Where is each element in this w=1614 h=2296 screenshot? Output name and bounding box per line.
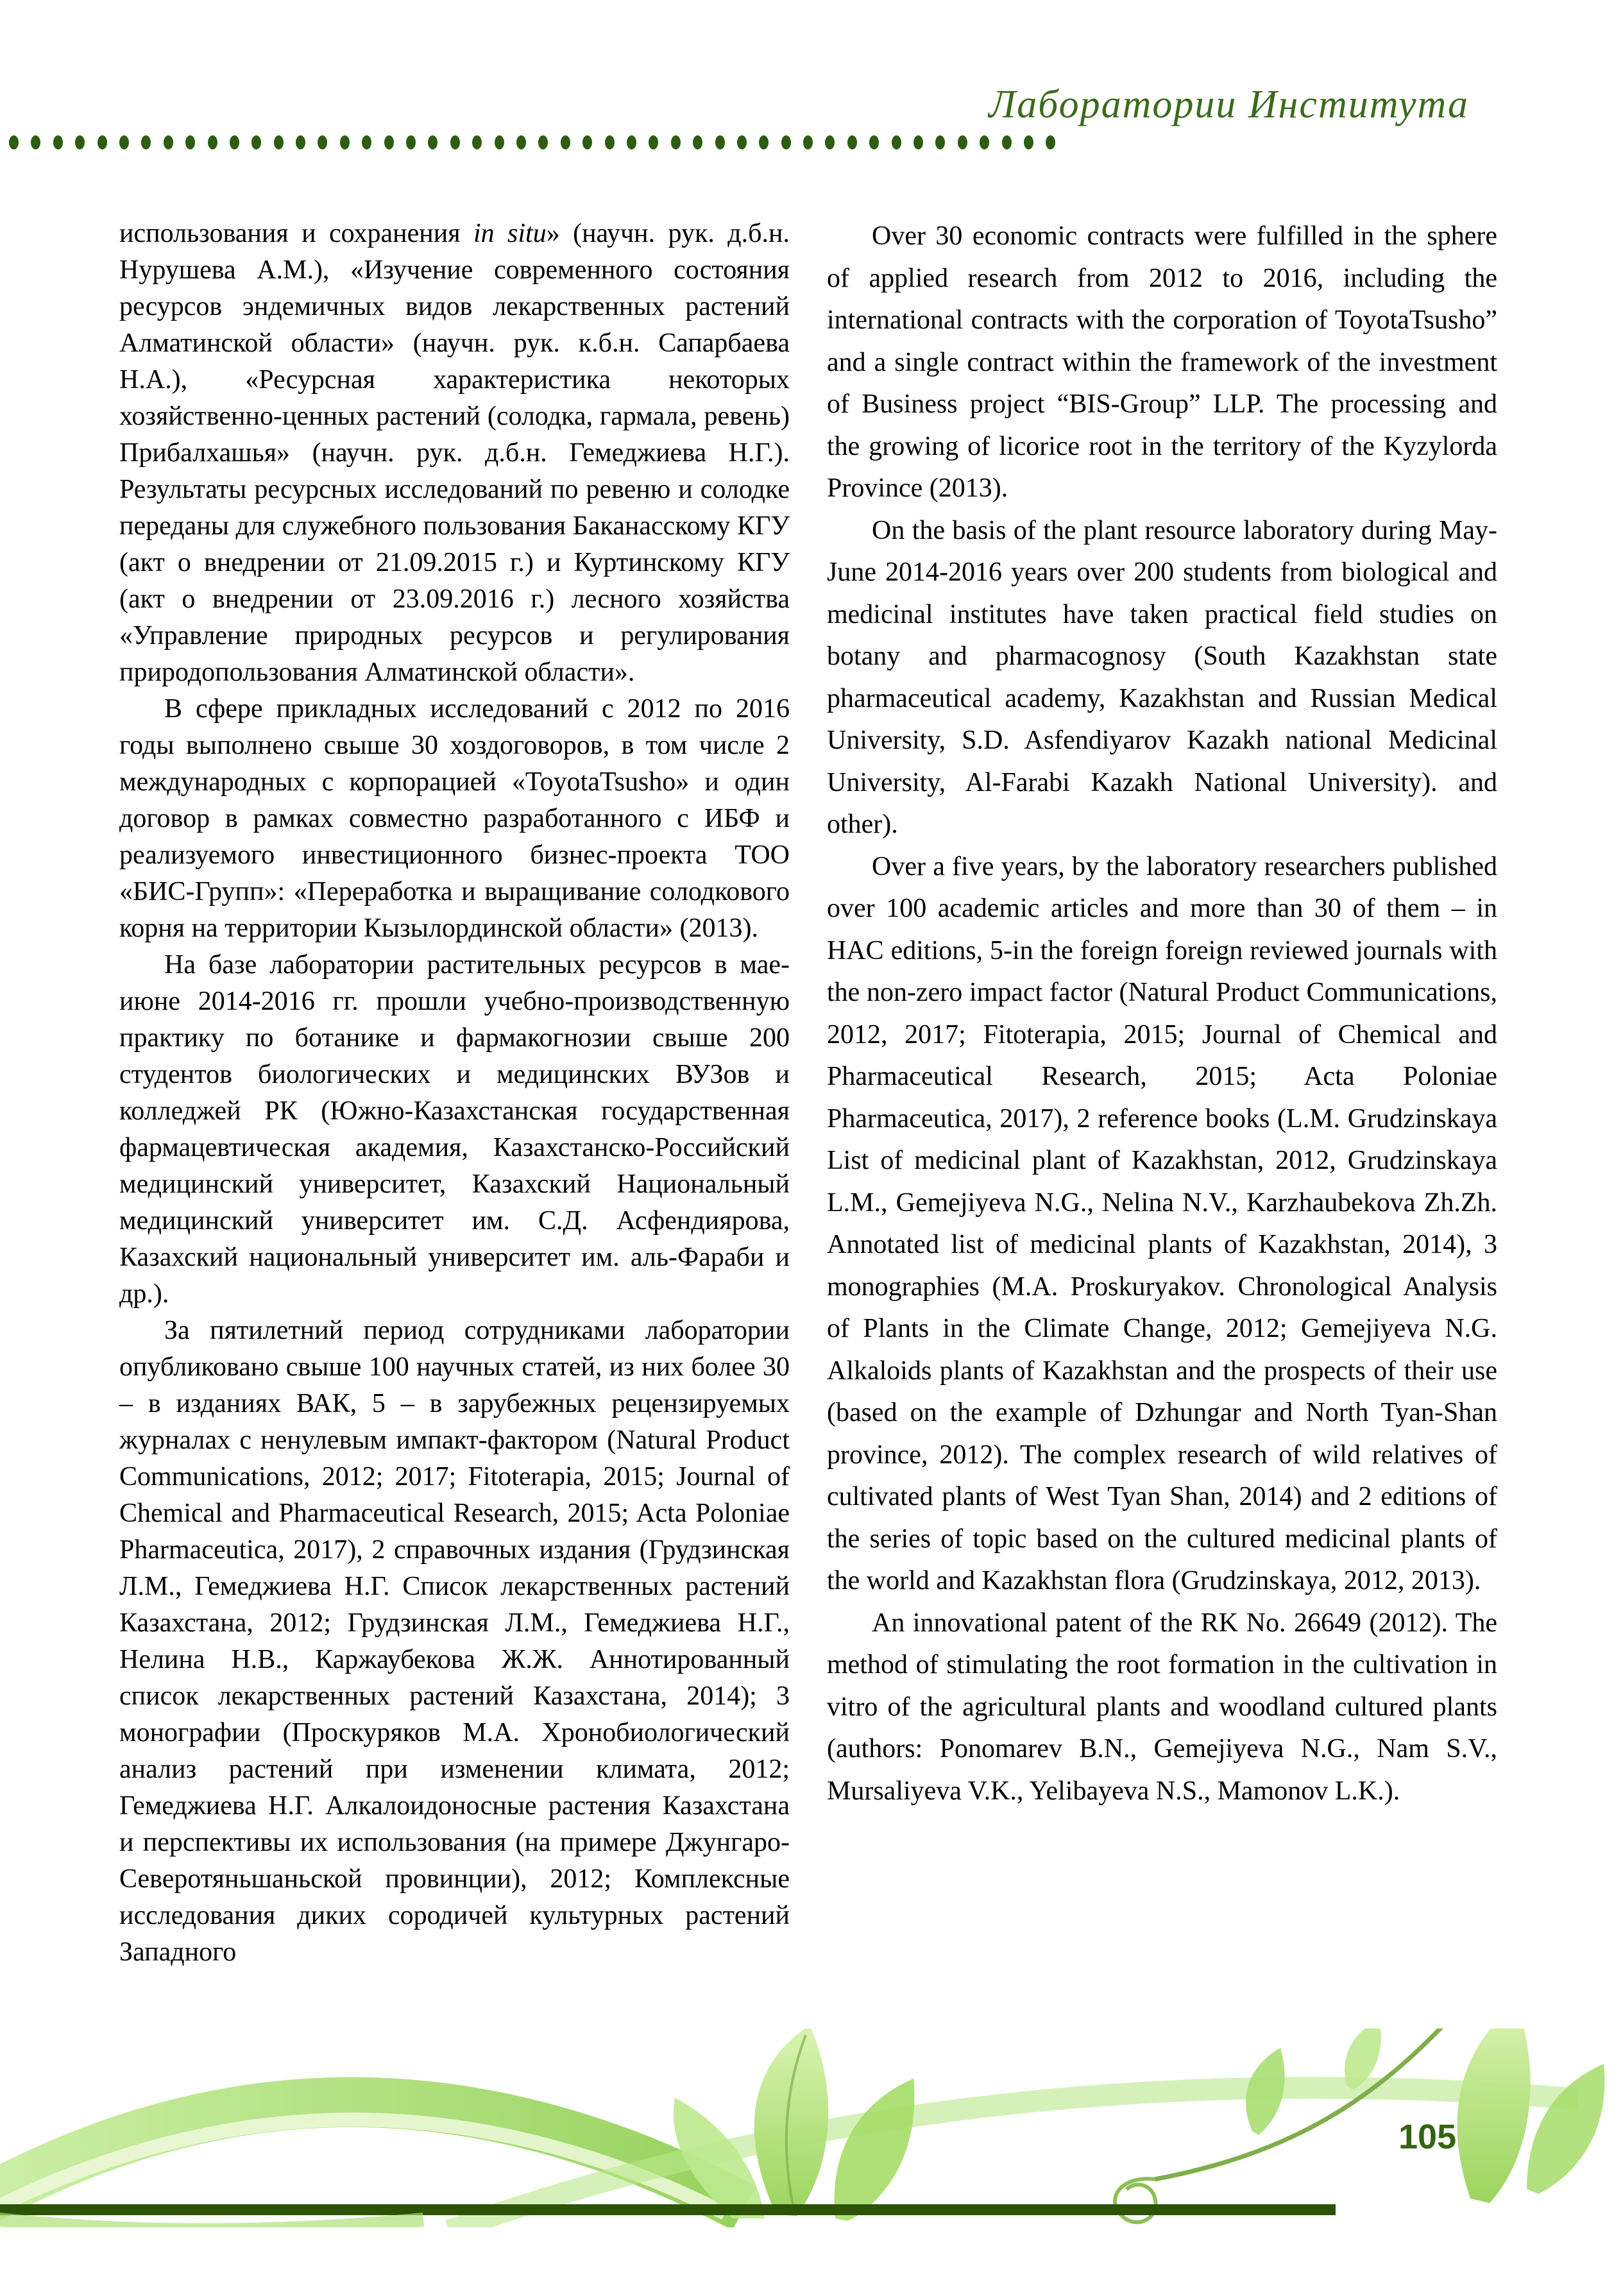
dot [251,135,261,149]
dot [538,135,548,149]
dot [582,135,592,149]
dot [1002,135,1012,149]
dot [406,135,416,149]
dot [561,135,570,149]
dot [715,135,725,149]
dot [649,135,658,149]
dot [869,135,879,149]
dot [384,135,394,149]
left-column [119,216,790,1971]
leaf [1527,2064,1604,2194]
dot [75,135,85,149]
section-title: Лаборатории Института [989,83,1469,126]
dot [1046,135,1055,149]
dot [605,135,615,149]
dot [935,135,945,149]
leaf [1457,2028,1531,2203]
dot [450,135,460,149]
latin-term: in situ [473,219,547,248]
dot [230,135,239,149]
paragraph: On the basis of the plant resource laboratory during May-June 2014-2016 years over 200 students from biological and medicinal institutes have taken practical field studies on botany and pharmacognosy (South Kazakhstan state pharmaceutical academy, Kazakhstan and Russian Medical University, S.D. Asfendiyarov Kazakh national Medicinal University, Al-Farabi Kazakh National University). and other). [827,515,1497,839]
paragraph: За пятилетний период сотрудниками лаборатории опубликовано свыше 100 научных статей, из них более 30 – в изданиях ВАК, 5 – в зарубежных рецензируемых журналах с ненулевым импакт-фактором (Natural Product Communications, 2012; 2017; Fitoterapia, 2015; Journal of Chemical and Pharmaceutical Research, 2015; Acta Poloniae Pharmaceutica, 2017), 2 справочных издания (Грудзинская Л.М., Гемеджиева Н.Г. Список лекарственных растений Казахстана, 2012; Грудзинская Л.М., Гемеджиева Н.Г., Нелина Н.В., Каржаубекова Ж.Ж. Аннотированный список лекарственных растений Казахстана, 2014); 3 монографии (Проскуряков М.А. Хронобиологический анализ растений при изменении климата, 2012; Гемеджиева Н.Г. Алкалоидоносные растения Казахстана и перспективы их использования (на примере Джунгаро-Северотяньшаньской провинции), 2012; Комплексные исследования диких сородичей культурных растений Западного [119,1316,790,1967]
page-number: 105 [1398,2118,1457,2156]
dot [208,135,217,149]
dot [737,135,747,149]
text-columns [119,216,1497,1971]
dot [119,135,129,149]
dot [495,135,504,149]
dot [803,135,813,149]
dot [980,135,989,149]
footer-bar [0,2204,1336,2215]
paragraph: В сфере прикладных исследований с 2012 по 2016 годы выполнено свыше 30 хоздоговоров, в том числе 2 международных с корпорацией «ToyotaTsusho» и один договор в рамках совместно разработанного с ИБФ и реализуемого инвестиционного бизнес-проекта ТОО «БИС-Групп»: «Переработка и выращивание солодкового корня на территории Кызылординской области» (2013). [119,694,790,943]
footer-leaf-decoration [0,2028,1614,2227]
paragraph: На базе лаборатории растительных ресурсов в мае-июне 2014-2016 гг. прошли учебно-производственную практику по ботанике и фармакогнозии свыше 200 студентов биологических и медицинских ВУЗов и колледжей РК (Южно-Казахстанская государственная фармацевтическая академия, Казахстанско-Российский медицинский университет, Казахский Национальный медицинский университет им. С.Д. Асфендиярова, Казахский национальный университет им. аль-Фараби и др.). [119,950,790,1309]
leaf [835,2079,915,2221]
dot [164,135,173,149]
paragraph: Over 30 economic contracts were fulfilled in the sphere of applied research from 2012 to 2016, including the international contracts with the corporation of ToyotaTsusho” and a single contract within the framework of the investment of Business project “BIS-Group” LLP. The processing and the growing of licorice root in the territory of the Kyzylorda Province (2013). [827,221,1497,503]
dot [516,135,526,149]
paragraph: Over a five years, by the laboratory researchers published over 100 academic articles and more than 30 of them – in HAC editions, 5-in the foreign foreign reviewed journals with the non-zero impact factor (Natural Product Communications, 2012, 2017; Fitoterapia, 2015; Journal of Chemical and Pharmaceutical Research, 2015; Acta Poloniae Pharmaceutica, 2017), 2 reference books (L.M. Grudzinskaya List of medicinal plant of Kazakhstan, 2012, Grudzinskaya L.M., Gemejiyeva N.G., Nelina N.V., Karzhaubekova Zh.Zh. Annotated list of medicinal plants of Kazakhstan, 2014), 3 monographies (M.A. Proskuryakov. Chronological Analysis of Plants in the Climate Change, 2012; Gemejiyeva N.G. Alkaloids plants of Kazakhstan and the prospects of their use (based on the example of Dzhungar and North Tyan-Shan province, 2012). The complex research of wild relatives of cultivated plants of West Tyan Shan, 2014) and 2 editions of the series of topic based on the cultured medicinal plants of the world and Kazakhstan flora (Grudzinskaya, 2012, 2013). [827,851,1497,1595]
vine-spiral [1115,2179,1155,2222]
under-swoosh [0,2218,423,2227]
dot [627,135,636,149]
dot [693,135,702,149]
right-column [827,216,1497,1971]
dot [98,135,107,149]
dot [428,135,437,149]
dot [781,135,791,149]
dot [296,135,305,149]
dot [31,135,40,149]
dot [671,135,681,149]
dot [141,135,151,149]
paragraph: An innovational patent of the RK No. 26649 (2012). The method of stimulating the root formation in the cultivation in vitro of the agricultural plants and woodland cultured plants (authors: Ponomarev B.N., Gemejiyeva N.G., Nam S.V., Mursaliyeva V.K., Yelibayeva N.S., Mamonov L.K.). [827,1608,1497,1806]
dot [892,135,901,149]
dot [318,135,327,149]
dot [340,135,350,149]
dot [472,135,482,149]
paragraph-text: » (научн. рук. д.б.н. Нурушева А.М.), «Изучение современного состояния ресурсов эндемичных видов лекарственных растений Алматинской области» (научн. рук. к.б.н. Сапарбаева Н.А.), «Ресурсная характеристика некоторых хозяйственно-ценных растений (солодка, гармала, ревень) Прибалхашья» (научн. рук. д.б.н. Гемеджиева Н.Г.). Результаты ресурсных исследований по ревеню и солодке переданы для служебного пользования Баканасскому КГУ (акт о внедрении от 21.09.2015 г.) и Куртинскому КГУ (акт о внедрении от 23.09.2016 г.) лесного хозяйства «Управление природных ресурсов и регулирования природопользования Алматинской области». [119,219,790,687]
dot [759,135,769,149]
dot [274,135,284,149]
dot [1024,135,1033,149]
dot [362,135,371,149]
dot [913,135,923,149]
dot [825,135,835,149]
paragraph [119,216,790,691]
leaf [754,2028,828,2216]
paragraph-text: использования и сохранения [119,219,473,248]
dot [958,135,967,149]
header-dotted-divider [9,135,1056,150]
vine-leaf [1246,2048,1285,2135]
dot [185,135,195,149]
dot [9,135,19,149]
dot [847,135,857,149]
dot [53,135,63,149]
